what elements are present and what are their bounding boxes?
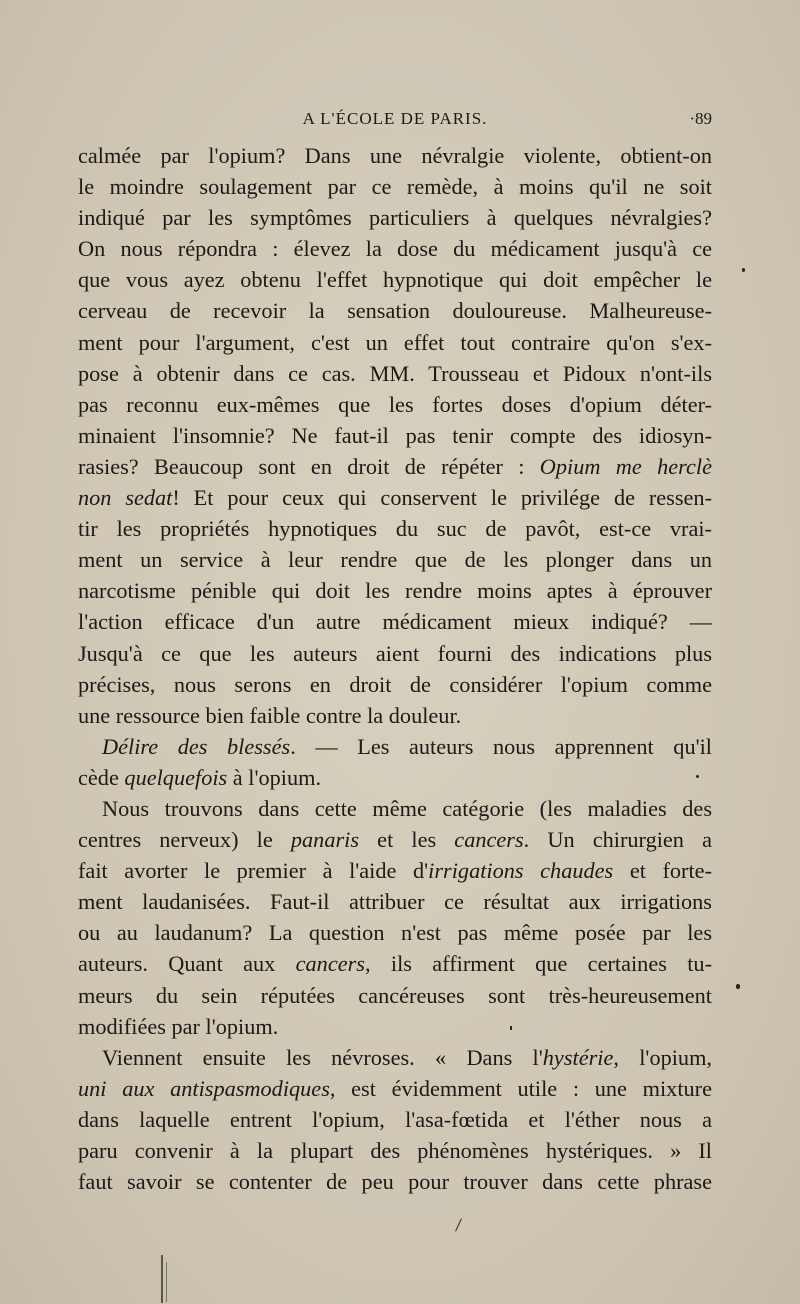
italic-text: uni aux antispasmodiques	[78, 1075, 330, 1101]
ink-speck	[742, 268, 745, 272]
text-run: pas reconnu eux-mêmes que les fortes doses d'opium déter-	[78, 391, 712, 417]
ink-speck	[736, 984, 740, 989]
text-run: auteurs. Quant aux	[78, 951, 296, 977]
text-run: et les	[359, 827, 455, 853]
text-run: , est évidemment utile : une mixture	[329, 1075, 712, 1101]
text-run: faut savoir se contenter de peu pour trouver dans cette phrase	[78, 1169, 712, 1195]
text-run: pose à obtenir dans ce cas. MM. Trousseau et Pidoux n'ont-ils	[78, 360, 712, 386]
italic-text: Délire des blessés	[102, 733, 291, 759]
text-line	[78, 451, 712, 482]
page-header	[78, 106, 712, 136]
italic-text: hystérie	[542, 1044, 614, 1070]
text-run: dans laquelle entrent l'opium, l'asa-fœtida et l'éther nous a	[78, 1106, 712, 1132]
text-line	[78, 233, 712, 264]
text-line	[78, 482, 712, 513]
text-run: ment un service à leur rendre que de les plonger dans un	[78, 547, 712, 573]
text-run: , ils affirment que certaines tu-	[364, 951, 712, 977]
page-number: ·89	[689, 109, 712, 128]
text-run: précises, nous serons en droit de considérer l'opium comme	[78, 671, 712, 697]
text-run: tir les propriétés hypnotiques du suc de pavôt, est-ce vrai-	[78, 516, 712, 542]
text-line	[78, 669, 712, 700]
text-line	[78, 140, 712, 171]
text-line	[78, 327, 712, 358]
text-line	[78, 202, 712, 233]
text-line	[78, 700, 712, 731]
text-line	[78, 1104, 712, 1135]
text-run: le moindre soulagement par ce remède, à moins qu'il ne soit	[78, 174, 712, 200]
text-line	[78, 389, 712, 420]
ink-speck	[455, 1218, 462, 1231]
ink-speck	[510, 1026, 512, 1030]
text-run: ou au laudanum? La question n'est pas même posée par les	[78, 920, 712, 946]
text-run: fait avorter le premier à l'aide d'	[78, 858, 429, 884]
text-run: meurs du sein réputées cancéreuses sont très-heureusement	[78, 982, 712, 1008]
text-run: cerveau de recevoir la sensation douloureuse. Malheureuse-	[78, 298, 712, 324]
text-line	[78, 1166, 712, 1197]
text-run: narcotisme pénible qui doit les rendre moins aptes à éprouver	[78, 578, 712, 604]
text-run: que vous ayez obtenu l'effet hypnotique qui doit empêcher le	[78, 267, 712, 293]
text-line	[78, 575, 712, 606]
text-run: une ressource bien faible contre la douleur.	[78, 702, 462, 728]
text-run: . Un chirurgien a	[523, 827, 712, 853]
italic-text: panaris	[290, 827, 360, 853]
text-run: . — Les auteurs nous apprennent qu'il	[290, 733, 712, 759]
scan-line	[166, 1262, 167, 1302]
scan-line	[161, 1255, 163, 1303]
text-line	[78, 1073, 712, 1104]
italic-text: quelquefois	[124, 764, 228, 790]
text-run: centres nerveux) le	[78, 827, 291, 853]
italic-text: Opium me herclè	[539, 453, 713, 479]
text-line	[78, 358, 712, 389]
text-run: minaient l'insomnie? Ne faut-il pas tenir compte des idiosyn-	[78, 422, 712, 448]
text-line	[78, 793, 712, 824]
text-run: calmée par l'opium? Dans une névralgie violente, obtient-on	[78, 143, 712, 168]
text-line	[78, 762, 712, 793]
italic-text: non sedat	[78, 485, 173, 511]
text-line	[78, 731, 712, 762]
text-line	[78, 1011, 712, 1042]
text-run: Jusqu'à ce que les auteurs aient fourni des indications plus	[78, 640, 712, 666]
text-line	[78, 980, 712, 1011]
text-line	[78, 917, 712, 948]
text-run: l'action efficace d'un autre médicament mieux indiqué? —	[78, 609, 712, 635]
text-line	[78, 948, 712, 979]
text-line	[78, 544, 712, 575]
text-line	[78, 513, 712, 544]
italic-text: cancers	[454, 827, 524, 853]
text-line	[78, 171, 712, 202]
text-line	[78, 420, 712, 451]
text-run: , l'opium,	[613, 1044, 712, 1070]
text-run: cède	[78, 764, 125, 790]
text-run: à l'opium.	[227, 764, 322, 790]
text-line	[78, 855, 712, 886]
text-line	[78, 886, 712, 917]
text-line	[78, 295, 712, 326]
text-line	[78, 1135, 712, 1166]
text-run: rasies? Beaucoup sont en droit de répéter :	[78, 453, 540, 479]
text-run: ! Et pour ceux qui conservent le privilége de ressen-	[172, 485, 713, 511]
text-line	[78, 606, 712, 637]
text-run: et forte-	[613, 858, 713, 884]
text-line	[78, 824, 712, 855]
text-run: paru convenir à la plupart des phénomènes hystériques. » Il	[78, 1138, 712, 1163]
body-text	[78, 140, 712, 1197]
italic-text: irrigations chaudes	[428, 858, 614, 884]
italic-text: cancers	[295, 951, 365, 977]
text-line	[78, 264, 712, 295]
text-run: Nous trouvons dans cette même catégorie (les maladies des	[102, 795, 712, 821]
text-line	[78, 1042, 712, 1073]
text-line	[78, 638, 712, 669]
text-run: modifiées par l'opium.	[78, 1013, 279, 1039]
running-title: A L'ÉCOLE DE PARIS.	[302, 109, 488, 128]
text-run: On nous répondra : élevez la dose du médicament jusqu'à ce	[78, 236, 712, 262]
text-run: ment pour l'argument, c'est un effet tout contraire qu'on s'ex-	[78, 329, 712, 355]
text-run: Viennent ensuite les névroses. « Dans l'	[102, 1044, 543, 1070]
text-run: indiqué par les symptômes particuliers à quelques névralgies?	[78, 205, 712, 231]
text-run: ment laudanisées. Faut-il attribuer ce résultat aux irrigations	[78, 889, 712, 915]
ink-speck	[696, 775, 699, 778]
